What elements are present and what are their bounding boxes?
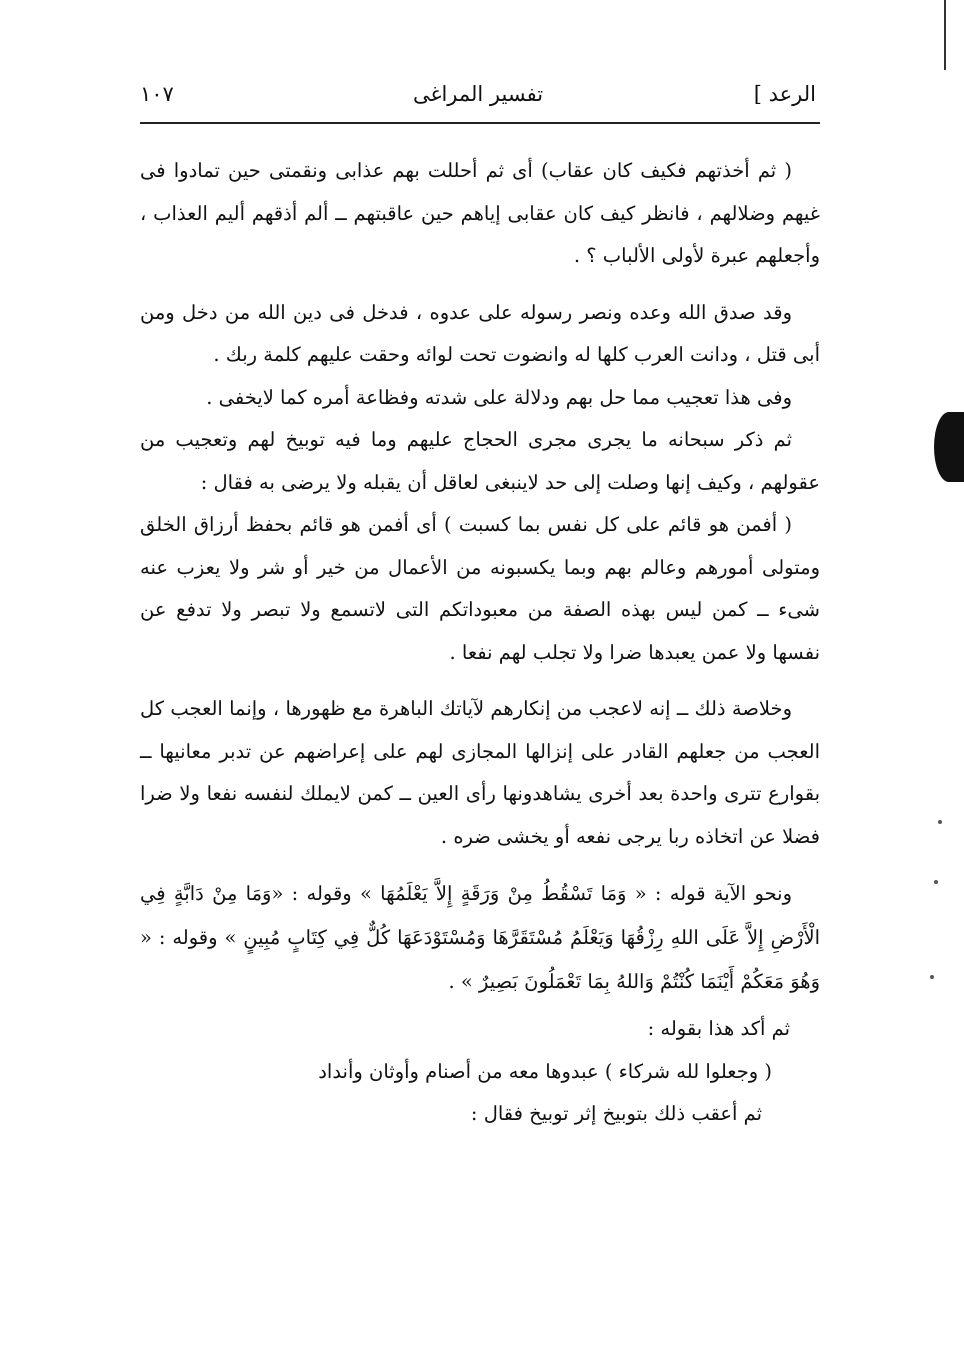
paragraph: ثم أعقب ذلك بتوبيخ إثر توبيخ فقال : <box>470 1102 762 1125</box>
running-header <box>140 78 816 118</box>
book-title: تفسير المراغى <box>412 82 544 106</box>
scan-speck <box>938 820 942 824</box>
paragraph: ونحو الآية قوله : « وَمَا تَسْقُطُ مِنْ وَرَقَةٍ إِلاَّ يَعْلَمُهَا » وقوله : «وَمَا مِنْ دَابَّةٍ فِي الْأَرْضِ إِلاَّ عَلَى اللهِ رِزْقُهَا وَيَعْلَمُ مُسْتَقَرَّهَا وَمُسْتَوْدَعَهَا كُلٌّ فِي كِتَابٍ مُبِينٍ » وقوله : « وَهُوَ مَعَكُمْ أَيْنَمَا كُنْتُمْ وَاللهُ بِمَا تَعْمَلُونَ بَصِيرٌ » . <box>140 882 820 993</box>
paragraph: وقد صدق الله وعده ونصر رسوله على عدوه ، فدخل فى دين الله من دخل ومن أبى قتل ، ودانت العرب كلها له وانضوت تحت لوائه وحقت عليهم كلمة ربك . <box>140 300 820 366</box>
scan-speck <box>930 975 934 979</box>
paragraph: ثم أكد هذا بقوله : <box>647 1017 790 1040</box>
chapter-name: الرعد ] <box>753 82 816 106</box>
body-text <box>140 150 820 1136</box>
paragraph: وخلاصة ذلك ــ إنه لاعجب من إنكارهم لآياتك الباهرة مع ظهورها ، وإنما العجب كل العجب من جعلهم القادر على إنزالها المجازى لهم على إعراضهم عن تدبر معانيها ــ بقوارع تترى واحدة بعد أخرى يشاهدونها رأى العين ــ كمن لايملك لنفسه نفعا ولا ضرا فضلا عن اتخاذه ربا يرجى نفعه أو يخشى ضره . <box>140 697 820 848</box>
scan-margin-blot <box>934 412 964 482</box>
scan-speck <box>934 880 938 884</box>
paragraph: ( أفمن هو قائم على كل نفس بما كسبت ) أى أفمن هو قائم بحفظ أرزاق الخلق ومتولى أمورهم وعالم بهم وبما يكسبونه من الأعمال من خير أو شر ولا يعزب عنه شىء ــ كمن ليس بهذه الصفة من معبوداتكم التى لاتسمع ولا تبصر ولا تدفع عن نفسها ولا عمن يعبدها ضرا ولا تجلب لهم نفعا . <box>140 513 820 664</box>
paragraph: ( وجعلوا لله شركاء ) عبدوها معه من أصنام وأوثان وأنداد <box>318 1059 772 1083</box>
header-rule <box>140 122 820 124</box>
paragraph: وفى هذا تعجيب مما حل بهم ودلالة على شدته وفظاعة أمره كما لايخفى . <box>206 385 792 409</box>
margin-line <box>944 0 946 70</box>
paragraph: ثم ذكر سبحانه ما يجرى مجرى الحجاج عليهم وما فيه توبيخ لهم وتعجيب من عقولهم ، وكيف إنها وصلت إلى حد لاينبغى لعاقل أن يقبله ولا يرضى به فقال : <box>140 428 820 494</box>
page-number: ١٠٧ <box>140 82 174 106</box>
paragraph: ( ثم أخذتهم فكيف كان عقاب) أى ثم أحللت بهم عذابى ونقمتى حين تمادوا فى غيهم وضلالهم ، فانظر كيف كان عقابى إياهم حين عاقبتهم ــ ألم أذقهم أليم العذاب ، وأجعلهم عبرة لأولى الألباب ؟ . <box>140 159 820 267</box>
